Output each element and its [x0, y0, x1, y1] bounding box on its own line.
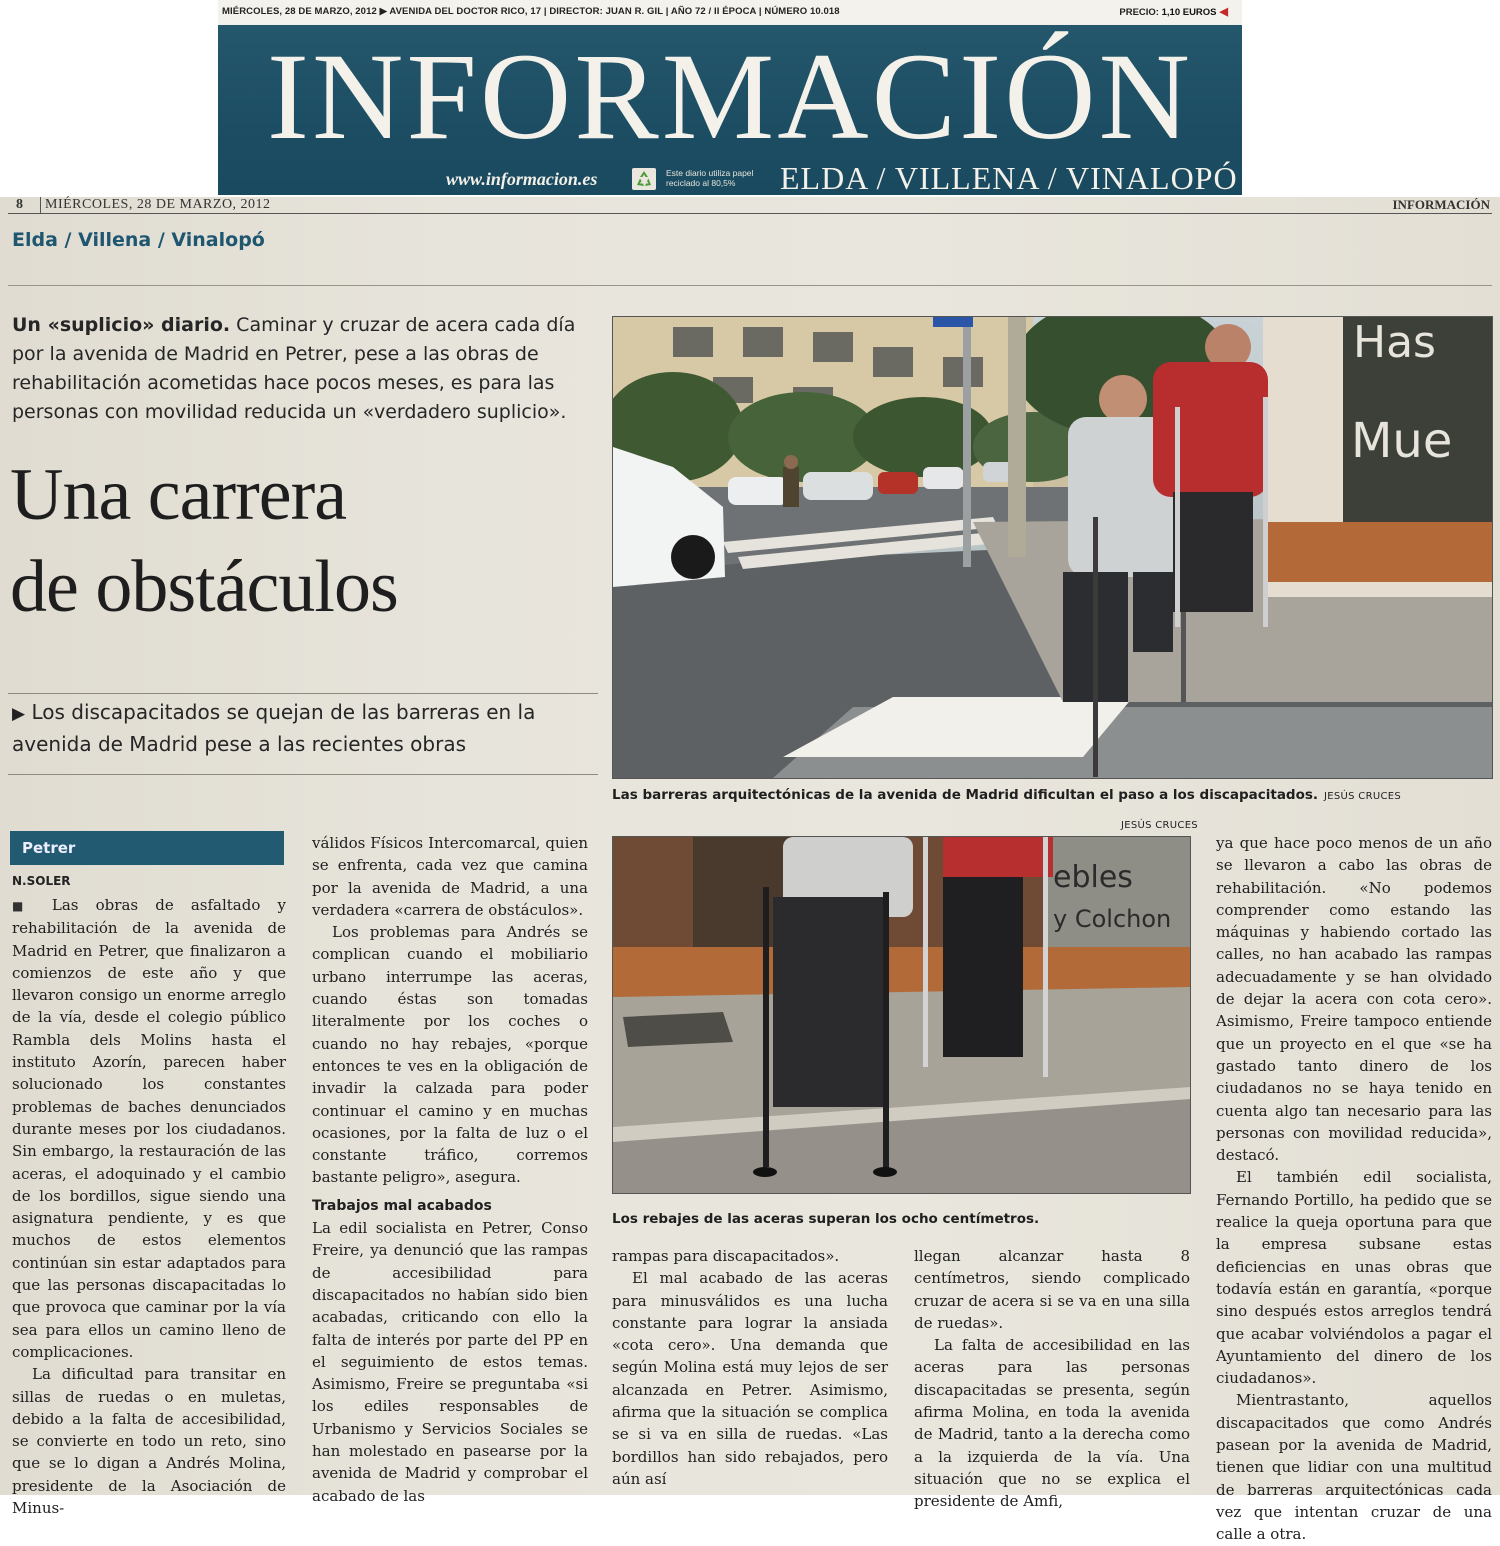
- article-headline: [10, 449, 600, 633]
- second-photo: [612, 836, 1191, 1194]
- website-link[interactable]: www.informacion.es: [446, 169, 598, 189]
- price-value: 1,10 EUROS: [1161, 7, 1217, 18]
- header-divider: [8, 213, 1492, 214]
- masthead-footer: [218, 160, 1242, 196]
- price-marker-icon: ◀: [1219, 6, 1228, 18]
- paragraph: ■ Las obras de asfaltado y rehabilitación de la avenida de Madrid en Petrer, que finalizaron a comienzos de este año y que llevaron consigo un enorme arreglo de la vía, desde el colegio público Rambla dels Molins hasta el instituto Azorín, parecen haber solucionado los constantes problemas de baches denunciados durante meses por los ciudadanos. Sin embargo, la restauración de las aceras, el adoquinado y el cambio de los bordillos, sigue siendo una asignatura pendiente, y es que muchos de estos elementos continúan sin estar adaptados para que las personas discapacitadas lo que provoca que caminar por la vía sea para ellos un camino lleno de complicaciones.: [12, 894, 286, 1363]
- article-column-2: [312, 832, 588, 1507]
- page-brand: INFORMACIÓN: [1392, 197, 1490, 212]
- price-label-text: PRECIO:: [1119, 7, 1159, 18]
- paragraph: Mientrastanto, aquellos discapacitados que como Andrés pasean por la avenida de Madrid, tienen que lidiar con una multitud de barreras arquitectónicas cada vez que intentan cruzar de una calle a otra.: [1216, 1391, 1492, 1544]
- shop-window-text-2: y Colchon: [1053, 905, 1172, 933]
- paragraph: La dificultad para transitar en sillas de ruedas o en muletas, debido a la falta de accesibilidad, se convierte en todo un reto, sino que se lo digan a Andrés Molina, presidente de la Asociación de Minus-: [12, 1365, 286, 1518]
- page-date: MIÉRCOLES, 28 DE MARZO, 2012: [40, 197, 271, 213]
- subhead-arrow-icon: ▶: [12, 704, 26, 724]
- masthead-info-strip: [218, 0, 1242, 24]
- main-photo-scene: [613, 317, 1492, 778]
- second-photo-scene: [613, 837, 1190, 1193]
- edition-region: ELDA / VILLENA / VINALOPÓ: [780, 160, 1238, 196]
- byline: N.SOLER: [12, 874, 71, 888]
- main-photo-caption: [612, 787, 1401, 803]
- masthead-strip-text: MIÉRCOLES, 28 DE MARZO, 2012 ▶ AVENIDA DEL DOCTOR RICO, 17 | DIRECTOR: JUAN R. GIL | AÑO 72 / II ÉPOCA | NÚMERO 10.018: [222, 6, 840, 17]
- article-column-5: [1216, 832, 1492, 1546]
- article-column-4: [914, 1245, 1190, 1513]
- main-photo: [612, 316, 1493, 779]
- paragraph: válidos Físicos Intercomarcal, quien se enfrenta, cada vez que camina por la avenida de Madrid, a una verdadera «carrera de obstáculos».: [312, 834, 588, 919]
- paragraph: llegan alcanzar hasta 8 centímetros, siendo complicado cruzar de acera si se va en una silla de ruedas».: [914, 1247, 1190, 1332]
- location-tag: Petrer: [10, 831, 284, 865]
- main-caption-text: Las barreras arquitectónicas de la avenida de Madrid dificultan el paso a los discapacitados.: [612, 787, 1319, 803]
- article-column-3: [612, 1245, 888, 1490]
- article-lead: [12, 311, 597, 427]
- article-column-1: [12, 894, 286, 1519]
- subhead-divider-bottom: [8, 774, 598, 775]
- page-number: 8: [16, 197, 23, 212]
- shop-sign-text: Mue: [1351, 413, 1453, 469]
- paragraph: El mal acabado de las aceras para minusválidos es una lucha constante para lograr la ansiada «cota cero». Una demanda que según Molina está muy lejos de ser alcanzada en Petrer. Asimismo, afirma que la situación se complica se si va en silla de ruedas. «Las bordillos han sido rebajados, pero aún así: [612, 1269, 888, 1488]
- second-photo-caption: Los rebajes de las aceras superan los ocho centímetros.: [612, 1211, 1040, 1227]
- paragraph: La edil socialista en Petrer, Conso Freire, ya denunció que las rampas de accesibilidad para discapacitados no habían sido bien acabadas, criticando con ello la falta de interés por parte del PP en el seguimiento de estos temas. Asimismo, Freire se preguntaba «si los ediles responsables de Urbanismo y Servicios Sociales se han molestado en pasearse por la avenida de Madrid y comprobar el acabado de las: [312, 1219, 588, 1505]
- headline-line-1: Una carrera: [10, 454, 347, 536]
- section-divider: [8, 285, 1492, 286]
- article-subhead: [12, 697, 602, 759]
- lead-text: Caminar y cruzar de acera cada día por la avenida de Madrid en Petrer, pese a las obras de rehabilitación acometidas hace pocos meses, es para las personas con movilidad reducida un «verdadero suplicio».: [12, 314, 576, 423]
- recycle-icon: [632, 168, 656, 190]
- section-title: Elda / Villena / Vinalopó: [12, 229, 265, 251]
- subhead-divider-top: [8, 693, 598, 694]
- shop-window-text: ebles: [1053, 860, 1133, 895]
- recycled-paper-note: Este diario utiliza papel reciclado al 80,5%: [666, 168, 754, 188]
- paragraph: rampas para discapacitados».: [612, 1247, 840, 1265]
- shop-sign-top: Has: [1353, 317, 1436, 368]
- paragraph: El también edil socialista, Fernando Portillo, ha pedido que se realice la queja oportuna para que la empresa subsane estas deficiencias en unas obras que todavía están en garantía, «porque sino después estos arreglos tendrá que acabar volviéndolos a pagar el Ayuntamiento del dinero de los ciudadanos».: [1216, 1168, 1492, 1388]
- newspaper-page: [0, 197, 1500, 1544]
- masthead-band: [218, 25, 1242, 195]
- masthead: [218, 0, 1242, 195]
- headline-line-2: de obstáculos: [10, 546, 398, 628]
- second-photo-credit: JESÚS CRUCES: [1121, 820, 1198, 831]
- newspaper-title: INFORMACIÓN: [266, 28, 1194, 165]
- lead-kicker: Un «suplicio» diario.: [12, 314, 231, 336]
- price-label: [1119, 0, 1228, 25]
- paragraph: ya que hace poco menos de un año se llevaron a cabo las obras de rehabilitación. «No podemos comprender como estando las máquinas y habiendo cortado las calles, no han acabado las rampas adecuadamente y se han olvidado de dejar la acera con cota cero». Asimismo, Freire tampoco entiende que un proyecto en el que «se ha gastado tanto dinero de los ciudadanos no se haya tenido en cuenta algo tan necesario para las personas con movilidad reducida», destacó.: [1216, 834, 1492, 1165]
- column-subheading: Trabajos mal acabados: [312, 1197, 492, 1214]
- subhead-text: Los discapacitados se quejan de las barreras en la avenida de Madrid pese a las recientes obras: [12, 700, 536, 756]
- paragraph: La falta de accesibilidad en las aceras para las personas discapacitadas se presenta, según afirma Molina, en toda la avenida de Madrid, tanto a la derecha como a la izquierda de la vía. Una situación que no se explica el presidente de Amfi,: [914, 1336, 1190, 1511]
- main-photo-credit: JESÚS CRUCES: [1324, 791, 1402, 802]
- paragraph: Los problemas para Andrés se complican cuando el mobiliario urbano interrumpe las aceras, cuando éstas son tomadas literalmente por los coches o cuando no hay rebajes, «porque entonces te ves en la obligación de invadir la calzada para poder continuar el camino y en muchas ocasiones, por la falta de luz o el constante tráfico, corremos bastante peligro», asegura.: [312, 923, 588, 1187]
